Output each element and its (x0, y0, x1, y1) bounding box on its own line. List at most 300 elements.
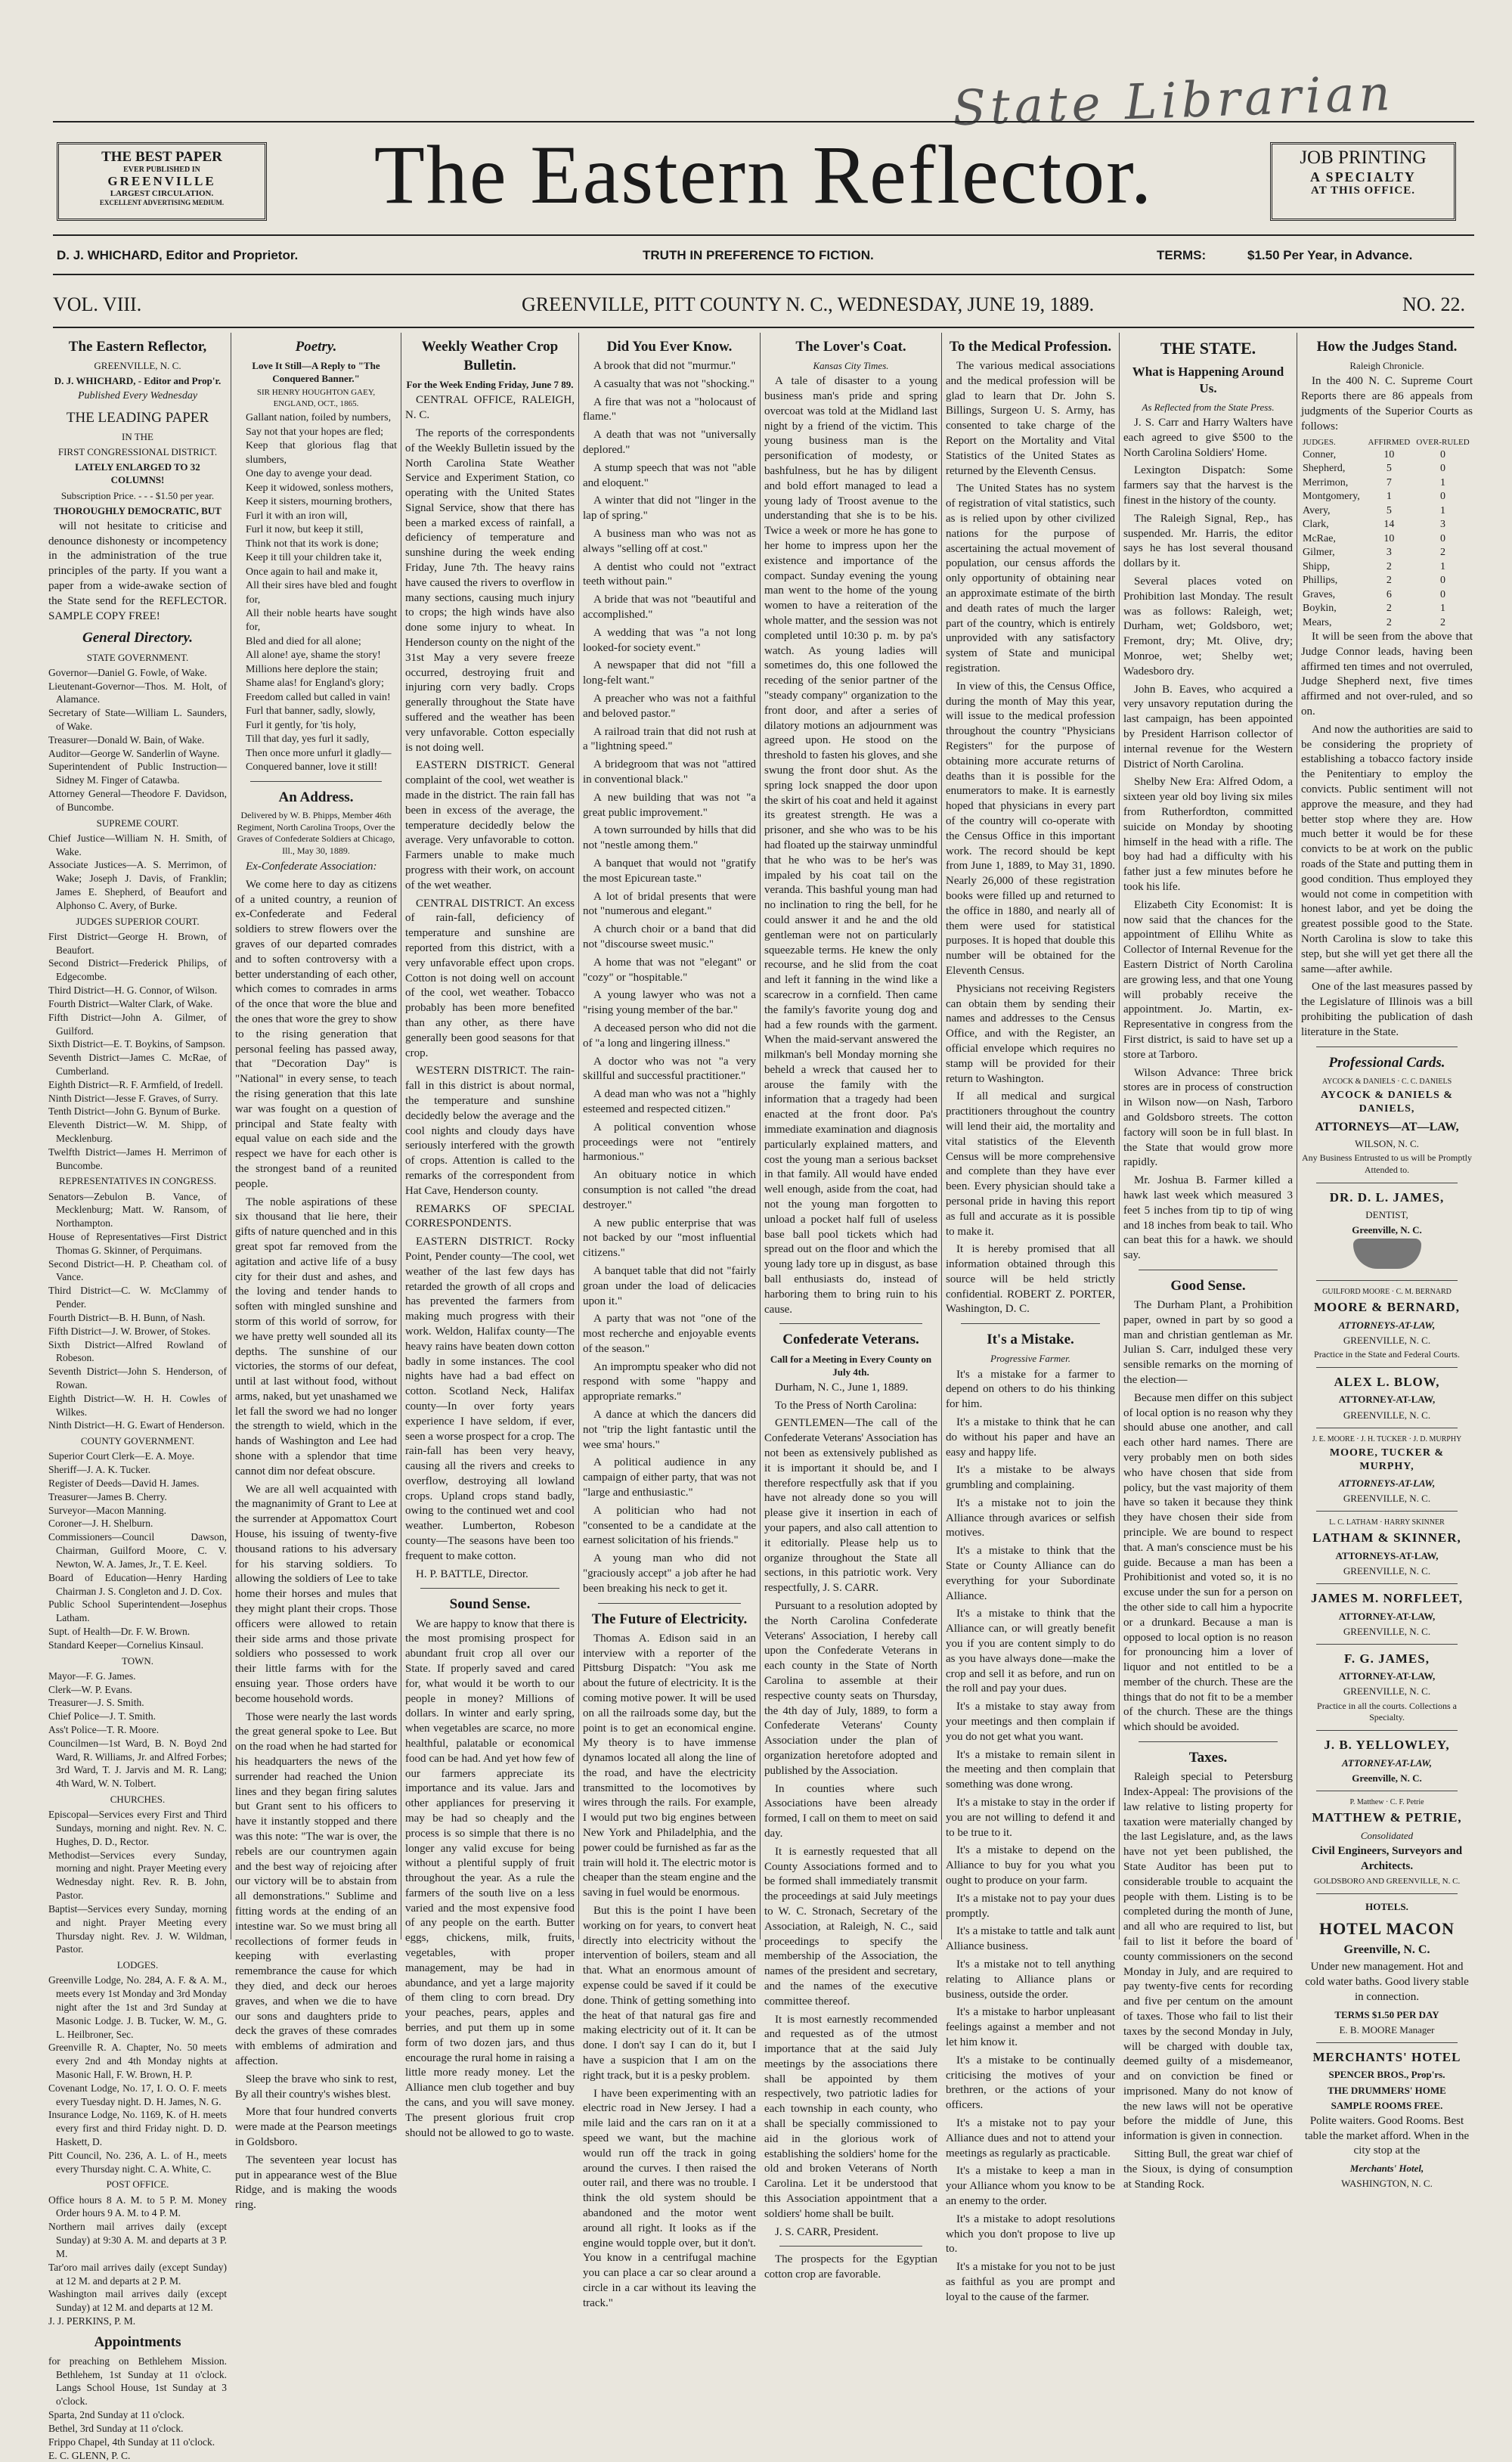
column-poetry (232, 333, 400, 2212)
text-line: Till that day, yes furl it sadly, (246, 733, 370, 746)
card-place: Greenville, N. C. (1352, 1224, 1422, 1236)
separator (779, 1323, 922, 1324)
text-line: I have been experimenting with an electric road in New Jersey. I had a mile laid and the cars ran on it at a speed we want, but the machine would run off the track in going around the curves. I then raised the outer rail, and there was no trouble. I think the old system should be abandoned and the motor went around all right. It looks as if the engine would topple over, but it don't. You know in a centrifugal machine you can place a car so clear around a circle in a car without its leaving the track." (583, 2087, 756, 2309)
table-cell: 1 (1440, 560, 1446, 572)
card-place: GREENVILLE, N. C. (1343, 1625, 1431, 1637)
table-cell: 2 (1386, 603, 1392, 615)
text-line: Attorney General—Theodore F. Davidson, of Buncombe. (48, 788, 227, 813)
card-name: MATTHEW & PETRIE, (1312, 1810, 1462, 1825)
text-line: Raleigh special to Petersburg Index-Appeal: The provisions of the law relative to listing property for taxation were materially changed by the last Legislature, and, as the laws have not yet been published, the State Auditor has been put to considerable trouble to acquaint the people with them. Listing is to be completed during the month of June, and all who are required to list, but fail to list it before the board of county commissioners on the second Monday in July, and are required to pay twenty-five cents for recording and five per centum on the amount of taxes. Those who fail to list their taxes by the second Monday in July, will be charged with double tax, deemed guilty of a misdemeanor, and on conviction be fined or imprisoned. Many do not know of the new laws will not be operative before the middle of June, this information is given in connection. (1123, 1771, 1293, 2143)
town-list (48, 1670, 227, 1791)
table-cell: 2 (1440, 547, 1446, 559)
electricity-heading: The Future of Electricity. (591, 1611, 748, 1627)
table-cell: 1 (1440, 476, 1446, 488)
text-line: Auditor—George W. Sanderlin of Wayne. (48, 747, 220, 759)
card-name: ALEX L. BLOW, (1334, 1374, 1440, 1389)
table-cell: Montgomery, (1303, 491, 1360, 503)
text-line: A preacher who was not a faithful and beloved pastor." (583, 693, 756, 720)
text-line: Board of Education—Henry Harding Chairman J. S. Congleton and J. D. Cox. (48, 1571, 227, 1597)
table-cell: 0 (1440, 491, 1446, 503)
text-line: It's a mistake not to pay your Alliance dues and not to attend your meetings as regularly as practicable. (946, 2116, 1115, 2160)
text-line: The Durham Plant, a Prohibition paper, owned in part by so good a man and christian gentleman as Mr. Julian S. Carr, indulged these very sensible remarks on the morning of the election— (1123, 1298, 1293, 1386)
text-line: Because men differ on this subject of local option is no reason why they should abuse one another, and call each other hard names. There are very probably men on both sides who have chosen that side from policy, but the vast majority of them have so taken it because they think they have chosen their side from principle. We are bound to respect that. A man's conscience must be his guide. Because a man has been a Prohibitionist and voted so, it is no excuse under the sun for a person on the other side to call him a hypocrite or a drunkard. Because a man is opposed to local option is no reason for pronouncing him a lover of liquor and not entitled to be a member of the church. These are the things that do not fit to be a member of the church. These are the things which should be avoided. (1123, 1391, 1293, 1734)
separator (1316, 1893, 1458, 1894)
table-cell: Gilmer, (1303, 547, 1335, 559)
card-place: WILSON, N. C. (1355, 1137, 1419, 1149)
text-line: Durham, N. C., June 1, 1889. (775, 1381, 909, 1394)
table-header: AFFIRMED (1368, 438, 1411, 448)
section-heading: COUNTY GOVERNMENT. (80, 1435, 195, 1447)
text-line: It's a mistake to keep a man in your Alliance whom you know to be an enemy to the order. (946, 2165, 1115, 2207)
poem-author: SIR HENRY HOUGHTON GAEY, ENGLAND, OCT., 1865. (256, 388, 376, 408)
good-sense-text (1123, 1298, 1293, 1735)
text-line: Then once more unfurl it gladly— (246, 747, 392, 759)
text-line: It's a mistake for you not to be just as faithful as you are prompt and loyal to the cause of the farmer. (946, 2261, 1115, 2303)
table-row (1301, 546, 1473, 560)
supreme-court-list (48, 832, 227, 913)
separator (1316, 1730, 1458, 1731)
separator (420, 1588, 559, 1589)
confederate-subtitle: Call for a Meeting in Every County on July 4th. (770, 1353, 932, 1378)
column-rule (941, 333, 942, 1940)
box-line: EXCELLENT ADVERTISING MEDIUM. (99, 198, 225, 206)
text-line: It's a mistake to tattle and talk aunt Alliance business. (946, 1925, 1115, 1953)
card-place: GREENVILLE, N. C. (1343, 1685, 1431, 1698)
text-line: Seventh District—John S. Henderson, of Rowan. (48, 1366, 227, 1391)
text-line: A political audience in any campaign of either party, that was not "large and enthusiastic." (583, 1456, 756, 1499)
card-title: ATTORNEY-AT-LAW, (1338, 1394, 1436, 1406)
text-line: Furl it with an iron will, (246, 510, 348, 522)
text-line: J. S. Carr and Harry Walters have each agreed to give $500 to the North Carolina Soldiers' Home. (1123, 417, 1293, 459)
motto: TRUTH IN PREFERENCE TO FICTION. (643, 248, 874, 262)
text-line: The Raleigh Signal, Rep., has suspended. Mr. Harris, the editor says he has lost several thousand dollars by it. (1123, 512, 1293, 570)
card-place: Greenville, N. C. (1352, 1772, 1422, 1784)
state-subtitle: What is Happening Around Us. (1132, 364, 1284, 396)
separator (1316, 1583, 1458, 1584)
democratic-line: THOROUGHLY DEMOCRATIC, BUT (54, 504, 222, 516)
card-title: Civil Engineers, Surveyors and Architects. (1311, 1844, 1463, 1872)
text-line: A lot of bridal presents that were not "numerous and elegant." (583, 890, 756, 918)
text-line: Seventh District—James C. McRae, of Cumberland. (48, 1052, 227, 1077)
poem-lines (235, 411, 397, 774)
table-header: OVER-RULED (1416, 438, 1470, 448)
medical-text (946, 359, 1115, 1317)
state-heading: THE STATE. (1160, 339, 1256, 358)
text-line: Superior Court Clerk—E. A. Moye. (48, 1450, 195, 1462)
card-title: ATTORNEY-AT-LAW, (1341, 1757, 1433, 1769)
text-line: The noble aspirations of these six thousand that lie here, their gifts of nature quenched and in this great spot far removed from the agitation and active life of a busy city for their dust and ashes, and the loving and tender hands to soften with mingled sunshine and storm of this world of sorrow, for we have pretty well sounded all its depths. The sunshine of our victories, the storms of our defeat, until at last without food, without arms, naked, but yet unashamed we let fall the sword we had no longer the strength to wield, which in the hands of Washington and Lee had shone with a splendor that time cannot dim nor defeat obscure. (235, 1195, 397, 1478)
column-medical (943, 333, 1118, 2303)
column-rule (578, 333, 579, 1940)
text-line: CENTRAL DISTRICT. An excess of rain-fall, deficiency of temperature and sunshine are reported from this district, with a very unfavorable effect upon crops. Cotton is not doing well on account of the cool, wet weather. Tobacco probably has been more benefited than any other, as there have generally been good seasons for that crop. (405, 897, 575, 1059)
text-line: for preaching on Bethlehem Mission. Bethlehem, 1st Sunday at 11 o'clock. Langs School House, 1st Sunday at 3 o'clock. (48, 2355, 227, 2408)
hotel-text: Under new management. Hot and cold water baths. Good livery stable in connection. (1305, 1961, 1469, 2003)
paper-blurb: will not hesitate to criticise and denounce dishonesty or incompetency in the administration of the true principles of the party. If you want a paper from a wide-awake section of the State send for the REFLECTOR. SAMPLE COPY FREE! (48, 519, 227, 622)
table-row (1301, 518, 1473, 532)
card-note: Any Business Entrusted to us will be Promptly Attended to. (1302, 1152, 1472, 1175)
text-line: Physicians not receiving Registers can obtain them by sending their names and addresses to the Census Office, and with the Register, an official envelope which requires no stamp will be provided for their return to Washington. (946, 982, 1115, 1085)
lovers-coat-heading: The Lover's Coat. (795, 339, 906, 355)
table-cell: Conner, (1303, 448, 1337, 460)
lovers-coat-text (764, 374, 937, 1317)
card-place: GREENVILLE, N. C. (1343, 1493, 1431, 1505)
hotel-name-repeat: Merchants' Hotel, (1349, 2163, 1424, 2175)
text-line: A fire that was not a "holocaust of flame." (583, 395, 756, 423)
text-line: We are all well acquainted with the magnanimity of Grant to Lee at the surrender at Appomattox Court House, his issuing of twenty-five thousand rations to his adversary for his starving soldiers. To allowing the soldiers of Lee to take home their horses and mules that they might plant their crops. Those officers were allowed to retain their side arms and those private soldiers who possessed to work their little farms with for the ensuing year. Those orders have become household words. (235, 1483, 397, 1705)
text-line: A politician who had not "consented to be a candidate at the earnest solicitation of his friends." (583, 1504, 756, 1547)
text-line: J. J. PERKINS, P. M. (48, 2315, 136, 2327)
text-line: WESTERN DISTRICT. The rain-fall in this district is about normal, the temperature and sunshine decidedly below the average and the cool nights and cloudy days have seriously interfered with the growth of crops. Attention is called to the remarks of the correspondent from Hat Cave, Henderson county. (405, 1065, 575, 1197)
text-line: A new building that was not "a great public improvement." (583, 791, 756, 819)
weather-heading: Weekly Weather Crop Bulletin. (421, 339, 559, 374)
table-cell: 2 (1386, 616, 1392, 628)
text-line: An impromptu speaker who did not respond with some "happy and appropriate remarks." (583, 1360, 756, 1403)
table-cell: 3 (1386, 547, 1392, 559)
handwritten-signature: State Librarian (951, 65, 1396, 138)
text-line: Coroner—J. H. Shelburn. (48, 1518, 153, 1530)
text-line: Conquered banner, love it still! (246, 761, 378, 774)
table-cell: 10 (1383, 532, 1395, 544)
lovers-coat-source: Kansas City Times. (813, 360, 889, 372)
leading-paper: THE LEADING PAPER (66, 409, 209, 426)
text-line: A newspaper that did not "fill a long-felt want." (583, 659, 756, 687)
hotel-name: HOTEL MACON (1318, 1919, 1455, 1939)
column-lovers-coat (761, 333, 940, 2281)
table-row (1301, 504, 1473, 518)
hotel-tagline: THE DRUMMERS' HOME (1328, 2084, 1446, 2096)
text-line: EASTERN DISTRICT. Rocky Point, Pender county—The cool, wet weather of the last few days has retarded the growth of all crops and has prevented the farmers from making much progress with their work. Weldon, Halifax county—The heavy rains have beaten down cotton badly in some instances. The cool nights have had a bad effect on cotton. Scotland Neck, Halifax county—In over forty years experience I have seldom, if ever, seen a worse prospect for a crop. The rain-fall has been very heavy, causing all the rivers and creeks to overflow, destroying all lowland crops. Upland crops stand badly, owing to the continued wet and cool weather. Lumberton, Robeson county—The seasons have been too frequent to make cotton. (405, 1236, 575, 1562)
card-name: MOORE, TUCKER & MURPHY, (1329, 1447, 1445, 1473)
card-title: ATTORNEYS—AT—LAW, (1315, 1120, 1459, 1133)
text-line: A young man who did not "graciously accept" a job after he had been breaking his neck to get it. (583, 1552, 756, 1595)
section-heading: LODGES. (116, 1959, 159, 1971)
paper-place: GREENVILLE, N. C. (94, 360, 181, 372)
text-line: A wedding that was "a not long looked-for society event." (583, 626, 756, 654)
text-line: It will be seen from the above that Judge Connor leads, having been affirmed ten times and not overruled, Judge Shepherd next, five times affirmed and not over-ruled, and so on. (1301, 631, 1473, 718)
terms: $1.50 Per Year, in Advance. (1247, 248, 1413, 262)
card-partners: AYCOCK & DANIELS · C. C. DANIELS (1321, 1077, 1452, 1086)
card-title: ATTORNEYS-AT-LAW, (1338, 1319, 1436, 1331)
text-line: Furl that banner, sadly, slowly, (246, 705, 376, 718)
section-heading: TOWN. (121, 1654, 153, 1667)
table-cell: 6 (1386, 588, 1392, 600)
did-you-know-heading: Did You Ever Know. (606, 339, 733, 355)
hotel-rooms: SAMPLE ROOMS FREE. (1331, 2099, 1443, 2111)
text-line: Sixth District—Alfred Rowland of Robeson. (48, 1338, 227, 1364)
electricity-text (583, 1632, 756, 2312)
text-line: A death that was not "universally deplored." (583, 429, 756, 457)
text-line: Greenville Lodge, No. 284, A. F. & A. M., meets every 1st Monday and 3rd Monday night after the 1st and 3rd Sunday at Masonic Lodge. J. B. Tucker, W. M., G. L. Heilbroner, Sec. (48, 1974, 227, 2040)
enlarged-line: LATELY ENLARGED TO 32 COLUMNS! (75, 461, 200, 486)
text-line: The various medical associations and the medical profession will be glad to learn that Dr. John S. Billings, Surgeon U. S. Army, has consented to take charge of the Report on the Mortality and Vital Statistics of the United States as returned by the Eleventh Census. (946, 360, 1115, 477)
text-line: Sparta, 2nd Sunday at 11 o'clock. (48, 2409, 185, 2421)
text-line: Treasurer—Donald W. Bain, of Wake. (48, 733, 205, 746)
section-heading: JUDGES SUPERIOR COURT. (76, 915, 200, 927)
table-cell: Graves, (1303, 588, 1336, 600)
text-line: And now the authorities are said to be considering the propriety of establishing a tobacco factory inside the Penitentiary to employ the convicts. Public sentiment will not approve the measure, and they had better stop where they are. How much better it would be for these convicts to be at work on the public roads of the State and putting them in good condition. Thus employed they would not come in competition with honest labor, and yet be doing the greatest possible good to the State. North Carolina is slow to take this step, but she will yet get there all the same—after awhile. (1301, 723, 1473, 975)
card-partners: P. Matthew · C. F. Petrie (1349, 1798, 1424, 1807)
state-government-list (48, 666, 227, 814)
text-line: Clerk—W. P. Evans. (48, 1683, 132, 1695)
box-line: A SPECIALTY (1310, 169, 1416, 184)
text-line: E. C. GLENN, P. C. (48, 2449, 131, 2461)
did-you-know-list (583, 359, 756, 1597)
judges-text (1301, 630, 1473, 1040)
separator (961, 1323, 1100, 1324)
dentures-illustration (1353, 1239, 1421, 1269)
table-header: JUDGES. (1303, 438, 1336, 448)
card-dentist (1301, 1189, 1473, 1275)
card-name: DR. D. L. JAMES, (1329, 1189, 1445, 1205)
directory-heading: General Directory. (82, 630, 193, 647)
column-did-you-know (580, 333, 759, 2309)
text-line: Elizabeth City Economist: It is now said that the chances for the appointment of Ellihu White as Collector of Internal Revenue for the Eastern District of North Carolina are growing less, and that one Young will probably receive the appointment. Jo. Martin, ex-Representative in congress from the First district, is said to have set up a store at Tarboro. (1123, 898, 1293, 1061)
text-line: We come here to day as citizens of a united country, a reunion of ex-Confederate and Federal soldiers to strew flowers over the graves of our departed comrades and to soften controversy with a better understanding of each other, which comes to comrades in arms of the once that wore the blue and the ones that wore the grey to show to the rising generation that personal feeling has passed away, that "Decoration Day" is "National" in every sense, to teach the rising generation that this late war was fought on a question of principal and State fealty with equal value on each side and the respect we have for each other is the strongest band of a reunited people. (235, 878, 397, 1190)
card-name: F. G. JAMES, (1344, 1651, 1430, 1666)
mistake-heading: It's a Mistake. (987, 1332, 1074, 1348)
table-cell: Boykin, (1303, 603, 1337, 615)
table-cell: 0 (1440, 532, 1446, 544)
text-line: First District—George H. Brown, of Beaufort. (48, 930, 227, 956)
text-line: Fourth District—Walter Clark, of Wake. (48, 997, 213, 1009)
text-line: Freedom called but called in vain! (246, 691, 391, 703)
paper-editor: D. J. WHICHARD, - Editor and Prop'r. (54, 375, 222, 387)
address-lead: Ex-Confederate Association: (246, 860, 377, 873)
table-cell: 5 (1386, 463, 1392, 475)
table-cell: 0 (1440, 588, 1446, 600)
text-line: Supt. of Health—Dr. F. W. Brown. (48, 1625, 191, 1637)
text-line: All their sires have bled and fought for, (246, 580, 397, 606)
text-line: One of the last measures passed by the Legislature of Illinois was a bill prohibiting the publication of dash literature in the State. (1301, 981, 1473, 1038)
text-line: A party that was not "one of the most recherche and enjoyable events of the season." (583, 1313, 756, 1355)
text-line: H. P. BATTLE, Director. (416, 1567, 528, 1580)
box-line: JOB PRINTING (1300, 147, 1427, 168)
text-line: Insurance Lodge, No. 1169, K. of H. meets every first and third Friday night. D. D. Haskett, D. (48, 2109, 227, 2148)
table-cell: Mears, (1303, 616, 1332, 628)
text-line: One day to avenge your dead. (246, 468, 373, 480)
text-line: A winter that did not "linger in the lap of spring." (583, 495, 756, 522)
text-line: We are happy to know that there is the most promising prospect for abundant fruit crop all over our State. If properly saved and cared for, what would it be worth to our people in money? Millions of dollars. In winter and early spring, when vegetables are scarce, no more healthful, palatable or economical food can be had. And yet how few of our farmers appreciate its importance and its value. Jars and other appliances for preserving it may be had so cheaply and the process is so simple that there is no longer any valid excuse for being without a plentiful supply of fruit throughout the year. As a rule the farmers of the south live on a less varied and the most expensive food of any people on the earth. Butter eggs, chickens, milk, fruits, vegetables, with proper management, may be had in abundance, and yet a large majority of them cling to corn bread. Dry your peaches, pears, apples and berries, and put them up in some form of two dozen jars, and thus encourage the rural home in raising a little more ready money. Let the Alliance men club together and buy the cans, and you will save money. The present glorious fruit crop should not be allowed to go to waste. (405, 1617, 575, 2139)
text-line: Sitting Bull, the great war chief of the Sioux, is dying of consumption at Standing Rock. (1123, 2148, 1293, 2191)
hotel-macon (1301, 1918, 1473, 2036)
text-line: Pitt Council, No. 236, A. L. of H., meets every Thursday night. C. A. White, C. (48, 2149, 227, 2175)
terms-label: TERMS: (1157, 248, 1207, 262)
sound-sense-text (405, 1617, 575, 2141)
subscription-price: Subscription Price. - - - $1.50 per year. (60, 489, 215, 501)
card-title: DENTIST, (1365, 1209, 1408, 1221)
confederate-heading: Confederate Veterans. (782, 1332, 919, 1348)
text-line: Chief Police—J. T. Smith. (48, 1710, 156, 1722)
text-line: It's a mistake not to join the Alliance through avarices or selfish motives. (946, 1496, 1115, 1540)
card-yellowley (1301, 1737, 1473, 1784)
text-line: A new public enterprise that was not backed by our "most influential citizens." (583, 1217, 756, 1260)
text-line: Register of Deeds—David H. James. (48, 1478, 200, 1489)
table-cell: Shipp, (1303, 560, 1331, 572)
district-line: FIRST CONGRESSIONAL DISTRICT. (57, 446, 218, 458)
judges-list (48, 930, 227, 1173)
churches-list (48, 1808, 227, 1956)
table-cell: Avery, (1303, 504, 1331, 516)
text-line: A business man who was not as always "selling off at cost." (583, 528, 756, 555)
card-partners: L. C. LATHAM · HARRY SKINNER (1329, 1518, 1445, 1527)
text-line: A political convention whose proceedings were not "entirely harmonious." (583, 1121, 756, 1164)
box-line: GREENVILLE (107, 174, 216, 189)
table-cell: 1 (1440, 603, 1446, 615)
text-line: Several places voted on Prohibition last Monday. The result was as follows: Raleigh, wet; Durham, wet; Goldsboro, wet; Fremont, dry; Mt. Olive, dry; Monroe, wet; Shelby wet; Wadesboro dry. (1123, 575, 1293, 678)
text-line: A dance at which the dancers did not "trip the light fantastic until the wee sma' hours." (583, 1409, 756, 1451)
text-line: Senators—Zebulon B. Vance, of Mecklenburg; Matt. W. Ransom, of Northampton. (48, 1190, 227, 1229)
text-line: Third District—H. G. Connor, of Wilson. (48, 984, 218, 997)
text-line: Say not that your hopes are fled; (246, 426, 383, 438)
text-line: REMARKS OF SPECIAL CORRESPONDENTS. (405, 1202, 575, 1230)
text-line: It's a mistake not to tell anything relating to Alliance plans or business, outside the order. (946, 1958, 1115, 2001)
card-partners: J. E. MOORE · J. H. TUCKER · J. D. MURPHY (1312, 1434, 1462, 1443)
text-line: A banquet that would not "gratify the most Epicurean taste." (583, 857, 756, 885)
column-weather (402, 333, 578, 2139)
text-line: Office hours 8 A. M. to 5 P. M. Money Order hours 9 A. M. to 4 P. M. (48, 2194, 227, 2219)
text-line: Thomas A. Edison said in an interview with a reporter of the Pittsburg Dispatch: "You ask me about the future of electricity. It is the coming motive power. It will be used on all the railroads some day, but the point is to get an economical engine. My theory is to have immense dynamos located all along the line of the road, and have the electricity transmitted to the locomotives by wires through the rails. For example, I would put two big engines between New York and Philadelphia, and the power could be furnished as far as the train will hold it. The electric motor is cheaper than the steam engine and the saving in fuel would be enormous. (583, 1632, 756, 1899)
text-line: It is hereby promised that all information obtained through this source will be held strictly confidential. ROBERT Z. PORTER, Washington, D. C. (946, 1243, 1115, 1316)
text-line: In view of this, the Census Office, during the month of May this year, will issue to the medical profession throughout the country "Physicians Registers" for the purpose of obtaining more accurate returns of deaths than it is possible for the enumerators to make. It is earnestly hoped that physicians in every part of the country will co-operate with the Census Office in this important work. The record should be kept from June 1, 1889, to May 31, 1890. Nearly 26,000 of these registration books were filled up and returned to the office in 1880, and nearly all of them were used for statistical purposes. It is hoped that double this number will be obtained for the Eleventh Census. (946, 680, 1115, 977)
text-line: House of Representatives—First District Thomas G. Skinner, of Perquimans. (48, 1231, 227, 1256)
text-line: Bled and died for all alone; (246, 635, 361, 647)
text-line: John B. Eaves, who acquired a very unsavory reputation during the last campaign, has been appointed by President Harrison collector of internal revenue for the Western District of North Carolina. (1123, 683, 1293, 771)
table-header-row (1301, 437, 1473, 448)
judges-source: Raleigh Chronicle. (1349, 360, 1424, 372)
text-line: It's a mistake to think that the Alliance can, or will greatly benefit you if you are content simply to do as you have always done—make the crop and sell it as before, and run on the roll and pay your dues. (946, 1608, 1115, 1695)
separator (250, 781, 382, 782)
table-row (1301, 602, 1473, 616)
hotel-place: WASHINGTON, N. C. (1341, 2178, 1433, 2190)
text-line: Second District—H. P. Cheatham col. of Vance. (48, 1257, 227, 1283)
text-line: Fourth District—B. H. Bunn, of Nash. (48, 1311, 206, 1323)
text-line: Eleventh District—W. M. Shipp, of Mecklenburg. (48, 1119, 227, 1144)
text-line: Keep it widowed, sonless mothers, (246, 482, 394, 494)
address-subtitle: Delivered by W. B. Phipps, Member 46th Regiment, North Carolina Troops, Over the Graves of Confederate Soldiers at Chicago, Ill., May 30, 1889. (237, 809, 395, 857)
text-line: It's a mistake to stay in the order if you are not willing to defend it and to be true to it. (946, 1797, 1115, 1839)
text-line: A young lawyer who was not a "rising young member of the bar." (583, 989, 756, 1017)
text-line: It's a mistake not to pay your dues promptly. (946, 1892, 1115, 1920)
section-heading: POST OFFICE. (106, 2178, 169, 2191)
section-heading: REPRESENTATIVES IN CONGRESS. (58, 1175, 217, 1187)
card-sub: Consolidated (1360, 1829, 1414, 1841)
text-line: Third District—C. W. McClammy of Pender. (48, 1285, 227, 1310)
text-line: In counties where such Associations have been already formed, I call on them to meet on said day. (764, 1782, 937, 1840)
weather-subtitle: For the Week Ending Friday, June 7 89. (406, 379, 574, 391)
column-rule (760, 333, 761, 1940)
hotel-text: Polite waiters. Good Rooms. Best table the market afford. When in the city stop at the (1304, 2114, 1470, 2157)
card-title: ATTORNEYS-AT-LAW, (1338, 1477, 1436, 1489)
text-line: Governor—Daniel G. Fowle, of Wake. (48, 666, 207, 678)
text-line: Covenant Lodge, No. 17, I. O. O. F. meets every Tuesday night. D. H. James, N. G. (48, 2082, 227, 2107)
text-line: A railroad train that did not rush at a "lightning speed." (583, 725, 756, 753)
text-line: All their noble hearts have sought for, (246, 607, 397, 634)
card-alex-blow (1301, 1374, 1473, 1422)
card-name: JAMES M. NORFLEET, (1311, 1591, 1463, 1606)
text-line: Those were nearly the last words the great general spoke to Lee. But on the road when he had started for his headquarters the news of the surrender had reached the Union lines and they began firing salutes but Grant sent to his officers to have it instantly stopped and there was this note: "The war is over, the rebels are our countrymen again and the best way of rejoicing after our victory will be to abstain from all demonstrations." Sublime and fitting words at the ending of an intestine war. So we must bring all recollections of former feuds in keeping with everlasting remembrance the cause for which they died, and deck our heroes graves, and when we die to have our sons and daughters pride to deck the graves of these comrades with emblems of admiration and affection. (235, 1710, 397, 2067)
judges-intro: In the 400 N. C. Supreme Court Reports there are 86 appeals from judgments of the Superior Courts as follows: (1301, 375, 1473, 433)
separator (1316, 1280, 1458, 1281)
table-cell: 5 (1386, 504, 1392, 516)
text-line: Once again to hail and make it, (246, 566, 378, 578)
card-note: Practice in the State and Federal Courts. (1314, 1349, 1460, 1360)
text-line: Twelfth District—James H. Merrimon of Buncombe. (48, 1146, 227, 1171)
address-heading: An Address. (278, 789, 354, 805)
text-line: Keep it till your children take it, (246, 552, 383, 564)
text-line: Chief Justice—William N. H. Smith, of Wake. (48, 832, 227, 857)
merchants-hotel (1301, 2049, 1473, 2191)
text-line: Councilmen—1st Ward, B. N. Boyd 2nd Ward, R. Williams, Jr. and Alfred Forbes; 3rd Ward, T. J. Jarvis and M. R. Lang; 4th Ward, W. N. Tolbert. (48, 1737, 227, 1790)
table-row (1301, 448, 1473, 462)
masthead-rule-mid (53, 234, 1474, 236)
text-line: Northern mail arrives daily (except Sunday) at 9:30 A. M. and departs at 3 P. M. (48, 2221, 227, 2259)
table-row (1301, 490, 1473, 504)
card-place: GREENVILLE, N. C. (1343, 1564, 1431, 1577)
column-state (1120, 333, 1296, 2191)
text-line: A tale of disaster to a young business man's pride and spring overcoat was told at the Midland last night by a friend of the victim. This young business man is the personification of modesty, or bashfulness, but he has by diligent and bold effort managed to lead a young lady of Troost avenue to the understanding that she is to be his. Twice a week or more he has gone to her home to impress upon her the existence and importance of the compact. Sunday evening the young man went to the home of the young women to have a reiteration of the whole matter, and the session was not completed until 10:30 p. m. by pa's watch. As young ladies will sometimes do, this one followed the receding of the senior partner of the "steady company" organization to the front door, and after a series of dilatory motions an adjournment was agreed upon. He stood on the threshold to fasten his gloves, and she swung the front door shut. As the spring lock snapped the door upon the skirt of his coat and held it against its greatest strength. He was a prisoner, and she who was to be his had floated up the stairway unmindful that he who was to be her's was impaled by his coat tail on the veranda. This bashful young man had no inclination to ring the bell, for he could answer it and he and the old gentleman were not on particularly squeezable terms. He knew the only recourse, and he slid from the coat and left it fanning in the wind like a scarecrow in a cornfield. Then came the family's favorite young dog and had a few rounds with the garment. When the maid-servant answered the milkman's bell Monday morning she beheld a wreck that caused her to arouse the family with the information that a tragedy had been enacted at the front door. Pa's immediate examination and diagnosis particularly explained matters, and cost the young man a serious backset in that family. All would have ended well enough, aside from the coat, had not the young man forgotten to unload a pocket half full of useless base ball pool tickets which had spread out on the floor and which the young lady tore up in disgust, as base ball enthusiasts do, instead of harboring them to bring ruin to his cause. (764, 375, 937, 1316)
text-line: Public School Superintendent—Josephus Latham. (48, 1598, 227, 1624)
editor-line: D. J. WHICHARD, Editor and Proprietor. (57, 248, 299, 262)
box-line: EVER PUBLISHED IN (123, 165, 200, 174)
text-line: It's a mistake to stay away from your meetings and then complain if you do not get what you want. (946, 1701, 1115, 1743)
text-line: Standard Keeper—Cornelius Kinsaul. (48, 1639, 204, 1651)
text-line: A brook that did not "murmur." (593, 360, 736, 373)
text-line: Mr. Joshua B. Farmer killed a hawk last week which measured 3 feet 5 inches from tip to tip of wing and 18 inches from beak to tail. Who can beat this for a hawk. we should say. (1123, 1174, 1293, 1262)
table-cell: 0 (1440, 575, 1446, 587)
medical-heading: To the Medical Profession. (949, 339, 1112, 355)
column-judges-cards (1298, 333, 1476, 2190)
published-line: Published Every Wednesday (77, 390, 198, 402)
mistake-text (946, 1368, 1115, 2305)
card-name: LATHAM & SKINNER, (1312, 1530, 1461, 1546)
text-line: Treasurer—J. S. Smith. (48, 1697, 144, 1709)
text-line: It's a mistake to remain silent in the meeting and then complain that something was done wrong. (946, 1748, 1115, 1791)
text-line: A church choir or a band that did not "discourse sweet music." (583, 923, 756, 950)
text-line: Surveyor—Macon Manning. (48, 1504, 166, 1516)
appointments-list (48, 2355, 227, 2462)
text-line: If all medical and surgical practitioners throughout the country will lend their aid, the mortality and vital statistics of the Eleventh Census will be more comprehensive and complete than they have ever been. Every physician should take a personal pride in having this report as full and accurate as it is possible to make it. (946, 1090, 1115, 1238)
text-line: Washington mail arrives daily (except Sunday) at 12 M. and departs at 12 M. (48, 2288, 227, 2314)
text-line: Commissioners—Council Dawson, Chairman, Guilford Moore, C. V. Newton, W. A. James, Jr., T. E. Keel. (48, 1531, 227, 1570)
separator (1139, 1741, 1278, 1742)
text-line: A bridegroom that was not "attired in conventional black." (583, 758, 756, 786)
card-norfleet (1301, 1590, 1473, 1638)
text-line: Ass't Police—T. R. Moore. (48, 1723, 160, 1735)
text-line: It is earnestly requested that all County Associations formed and to be formed shall immediately transmit the proceedings at said July meetings to W. C. Stronach, Secretary of the Association, at Raleigh, N. C., said proceedings to specify the membership of the Association, the names of the president and secretary, and the names of the executive committee thereof. (764, 1845, 937, 2008)
text-line: Think not that its work is done; (246, 538, 379, 550)
county-list (48, 1450, 227, 1651)
table-cell: Clark, (1303, 519, 1329, 531)
text-line: It's a mistake to be always grumbling and complaining. (946, 1464, 1115, 1492)
hotels-heading: HOTELS. (1365, 1900, 1408, 1912)
text-line: Keep that glorious flag that slumbers, (246, 440, 397, 466)
best-paper-box (57, 142, 267, 221)
box-line: THE BEST PAPER (101, 149, 222, 165)
card-moore-bernard (1301, 1287, 1473, 1361)
text-line: Secretary of State—William L. Saunders, of Wake. (48, 707, 227, 732)
text-line: Frippo Chapel, 4th Sunday at 11 o'clock. (48, 2436, 215, 2448)
separator (1316, 2042, 1458, 2043)
text-line: Superintendent of Public Instruction—Sidney M. Finger of Catawba. (48, 761, 227, 786)
text-line: Methodist—Services every Sunday, morning and night. Prayer Meeting every Wednesday night. Rev. R. B. John, Pastor. (48, 1849, 227, 1902)
text-line: J. S. CARR, President. (775, 2225, 879, 2238)
text-line: Gallant nation, foiled by numbers, (246, 412, 392, 424)
table-cell: 1 (1440, 504, 1446, 516)
masthead-rule-top (53, 121, 1474, 122)
card-name: AYCOCK & DANIELS & DANIELS, (1320, 1089, 1453, 1115)
text-line: A banquet table that did not "fairly groan under the load of delicacies upon it." (583, 1264, 756, 1307)
text-line: Ninth District—H. G. Ewart of Henderson. (48, 1419, 225, 1431)
